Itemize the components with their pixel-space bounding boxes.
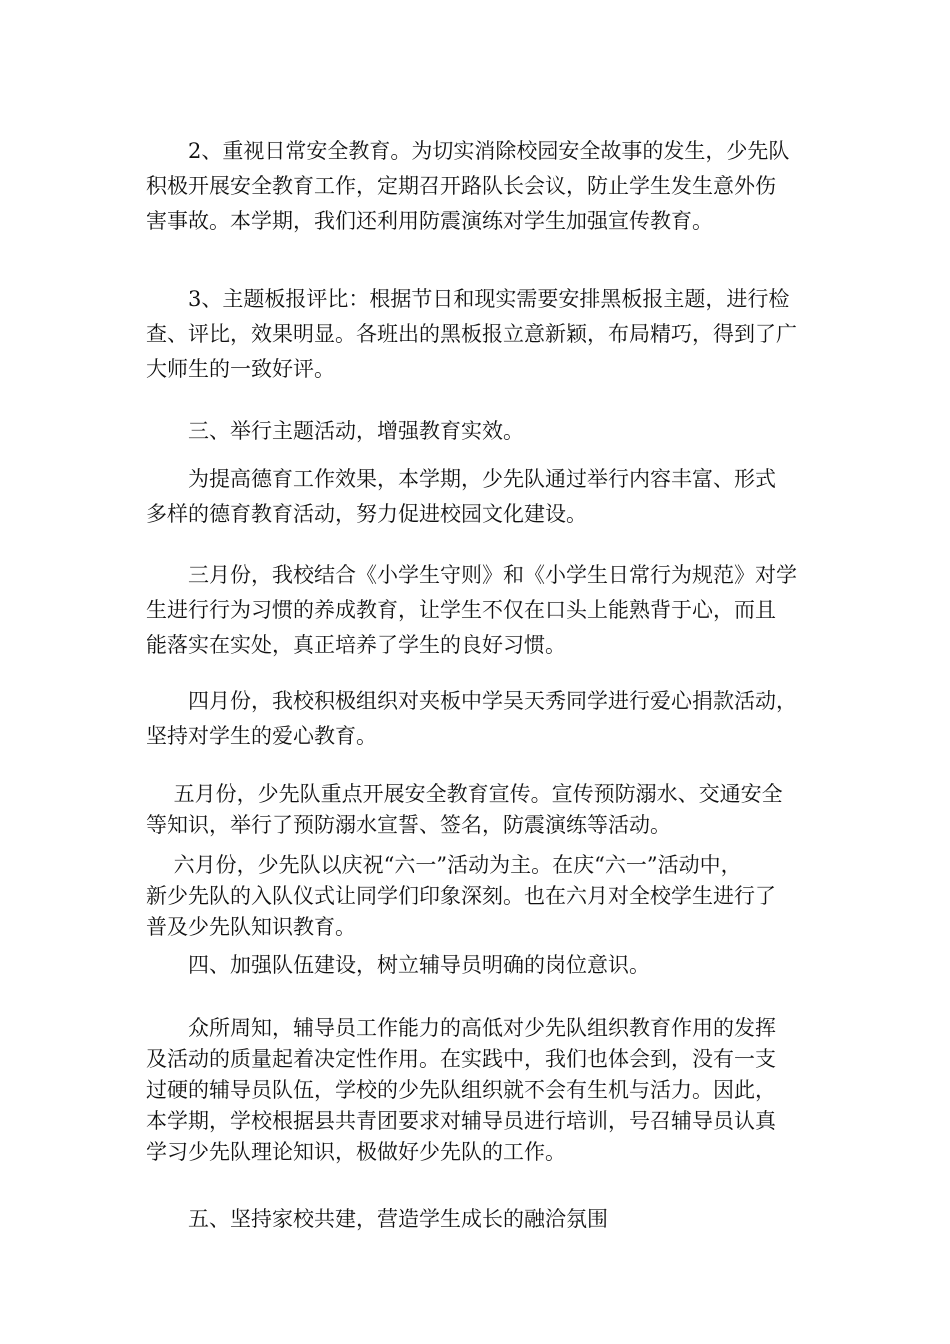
text-line: 坚持对学生的爱心教育。 <box>146 724 377 748</box>
paragraph-blackboard-contest <box>146 282 826 387</box>
text-line: 积极开展安全教育工作，定期召开路队长会议，防止学生发生意外伤 <box>146 174 776 198</box>
text-line: 三、举行主题活动，增强教育实效。 <box>146 419 524 443</box>
text-line: 过硬的辅导员队伍，学校的少先队组织就不会有生机与活力。因此， <box>146 1078 776 1102</box>
text-line: 新少先队的入队仪式让同学们印象深刻。也在六月对全校学生进行了 <box>146 884 776 908</box>
text-line: 大师生的一致好评。 <box>146 357 335 381</box>
text-line: 四、加强队伍建设，树立辅导员明确的岗位意识。 <box>146 953 650 977</box>
text-line: 众所周知，辅导员工作能力的高低对少先队组织教育作用的发挥 <box>146 1016 776 1040</box>
paragraph-counselor-study <box>146 1137 826 1168</box>
paragraph-counselor-team <box>146 1013 826 1137</box>
text-line: 四月份，我校积极组织对夹板中学吴天秀同学进行爱心捐款活动， <box>146 689 797 713</box>
text-line: 及活动的质量起着决定性作用。在实践中，我们也体会到，没有一支 <box>146 1047 776 1071</box>
text-line: 三月份，我校结合《小学生守则》和《小学生日常行为规范》对学 <box>146 563 797 587</box>
text-line: 2、重视日常安全教育。为切实消除校园安全故事的发生，少先队 <box>146 139 790 163</box>
text-line: 3、主题板报评比：根据节日和现实需要安排黑板报主题，进行检 <box>146 287 790 311</box>
text-line: 害事故。本学期，我们还利用防震演练对学生加强宣传教育。 <box>146 209 713 233</box>
text-line: 六月份，少先队以庆祝“六一”活动为主。在庆“六一”活动中， <box>146 853 742 877</box>
text-line: 能落实在实处，真正培养了学生的良好习惯。 <box>146 633 566 657</box>
text-line: 生进行行为习惯的养成教育，让学生不仅在口头上能熟背于心，而且 <box>146 598 776 622</box>
text-line: 查、评比，效果明显。各班出的黑板报立意新颖，布局精巧，得到了广 <box>146 322 797 346</box>
section-heading-4 <box>146 950 826 981</box>
text-line: 等知识，举行了预防溺水宣誓、签名，防震演练等活动。 <box>146 813 671 837</box>
paragraph-may <box>146 779 826 841</box>
paragraph-june <box>146 850 826 943</box>
text-line: 本学期，学校根据县共青团要求对辅导员进行培训，号召辅导员认真 <box>146 1109 776 1133</box>
paragraph-moral-education <box>146 462 826 532</box>
paragraph-april <box>146 684 826 754</box>
text-line: 学习少先队理论知识，极做好少先队的工作。 <box>146 1140 566 1164</box>
section-heading-5 <box>146 1204 826 1235</box>
text-line: 五、坚持家校共建，营造学生成长的融洽氛围 <box>146 1207 608 1231</box>
paragraph-march <box>146 558 826 663</box>
paragraph-safety-education <box>146 134 826 239</box>
text-line: 多样的德育教育活动，努力促进校园文化建设。 <box>146 502 587 526</box>
text-line: 为提高德育工作效果，本学期，少先队通过举行内容丰富、形式 <box>146 467 776 491</box>
section-heading-3 <box>146 414 826 449</box>
text-line: 五月份，少先队重点开展安全教育宣传。宣传预防溺水、交通安全 <box>146 782 783 806</box>
text-line: 普及少先队知识教育。 <box>146 915 356 939</box>
